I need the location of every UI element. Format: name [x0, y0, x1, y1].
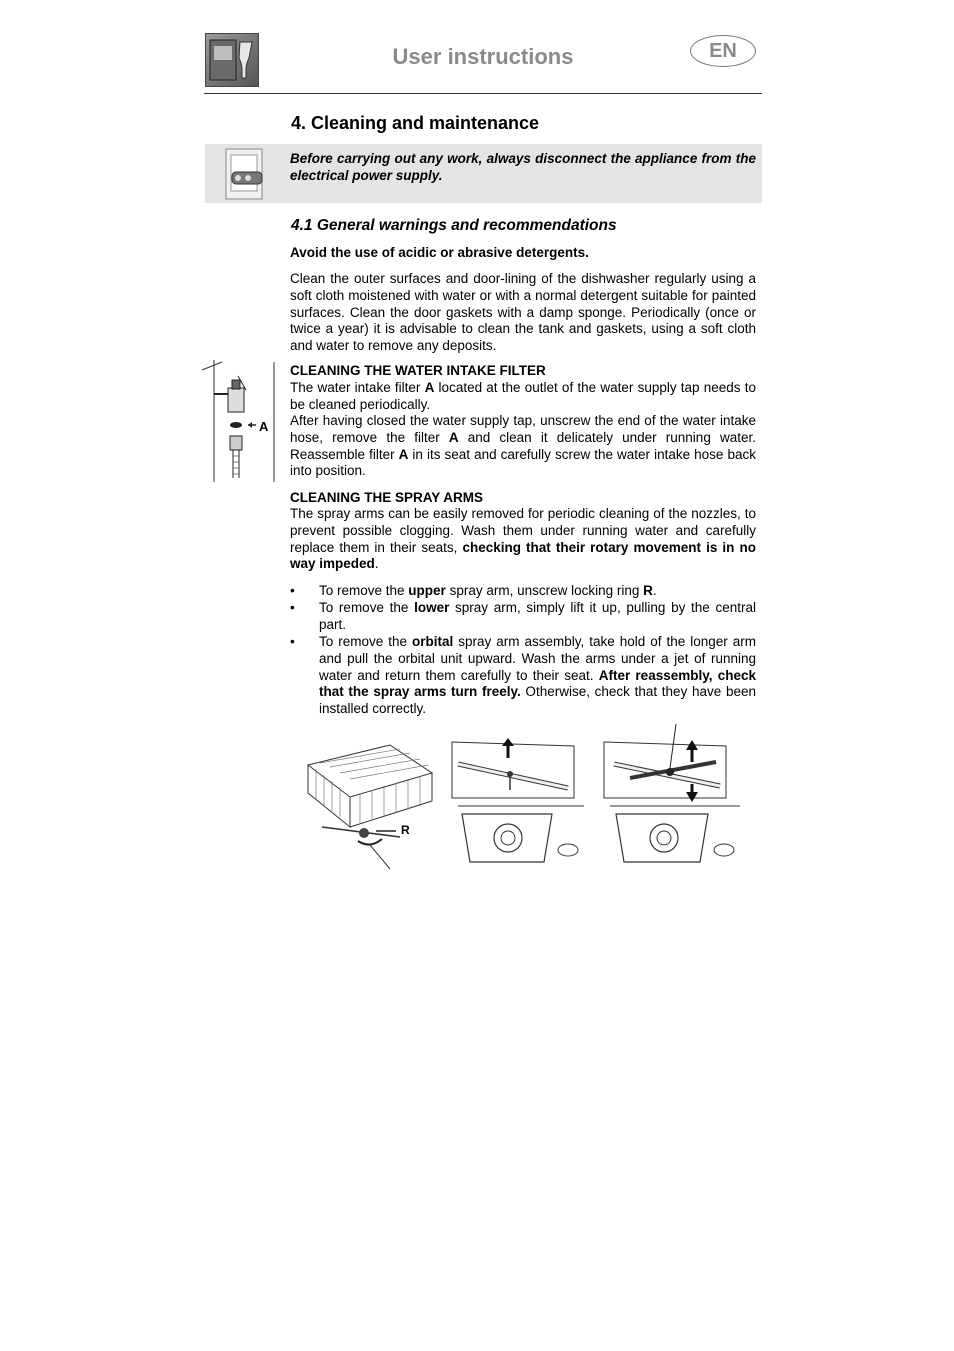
lower-arm-figure — [448, 738, 588, 872]
spray-paragraph: The spray arms can be easily removed for periodic cleaning of the nozzles, to prevent possible clogging. Wash them under running water and carefully replace them in their seats, checking that their rotary movement is in no way impeded. — [290, 506, 756, 572]
filter-heading: CLEANING THE WATER INTAKE FILTER — [290, 363, 546, 378]
orbital-arm-figure — [600, 722, 746, 872]
intro-paragraph: Clean the outer surfaces and door-lining of the dishwasher regularly using a soft cloth moistened with water or with a normal detergent suitable for painted surfaces. Clean the door gaskets with a damp sponge. Periodically (once or twice a year) it is advisable to clean the tank and gaskets, using a soft cloth and water to remove any deposits. — [290, 271, 756, 354]
spray-heading: CLEANING THE SPRAY ARMS — [290, 490, 484, 505]
section-title: 4. Cleaning and maintenance — [291, 113, 540, 133]
detergent-warning: Avoid the use of acidic or abrasive detergents. — [290, 245, 589, 260]
power-socket-icon — [208, 146, 281, 201]
filter-paragraph-1: The water intake filter A located at the outlet of the water supply tap needs to be cleaned periodically. — [290, 380, 756, 412]
header-divider — [204, 93, 762, 94]
filter-label-a: A — [259, 419, 269, 434]
subsection-title: 4.1 General warnings and recommendations — [291, 217, 617, 234]
header-title: User instructions — [392, 44, 574, 69]
spray-label-r: R — [401, 823, 410, 837]
upper-basket-figure — [300, 735, 440, 873]
warning-text: Before carrying out any work, always disconnect the appliance from the electrical power supply. — [290, 151, 756, 183]
language-badge: EN — [690, 35, 756, 67]
filter-paragraph-2: After having closed the water supply tap, unscrew the end of the water intake hose, remove the filter A and clean it delicately under running water. Reassemble filter A in its seat and carefully screw the water intake hose back into position. — [290, 413, 756, 479]
dishwasher-glass-logo-icon — [205, 33, 259, 87]
